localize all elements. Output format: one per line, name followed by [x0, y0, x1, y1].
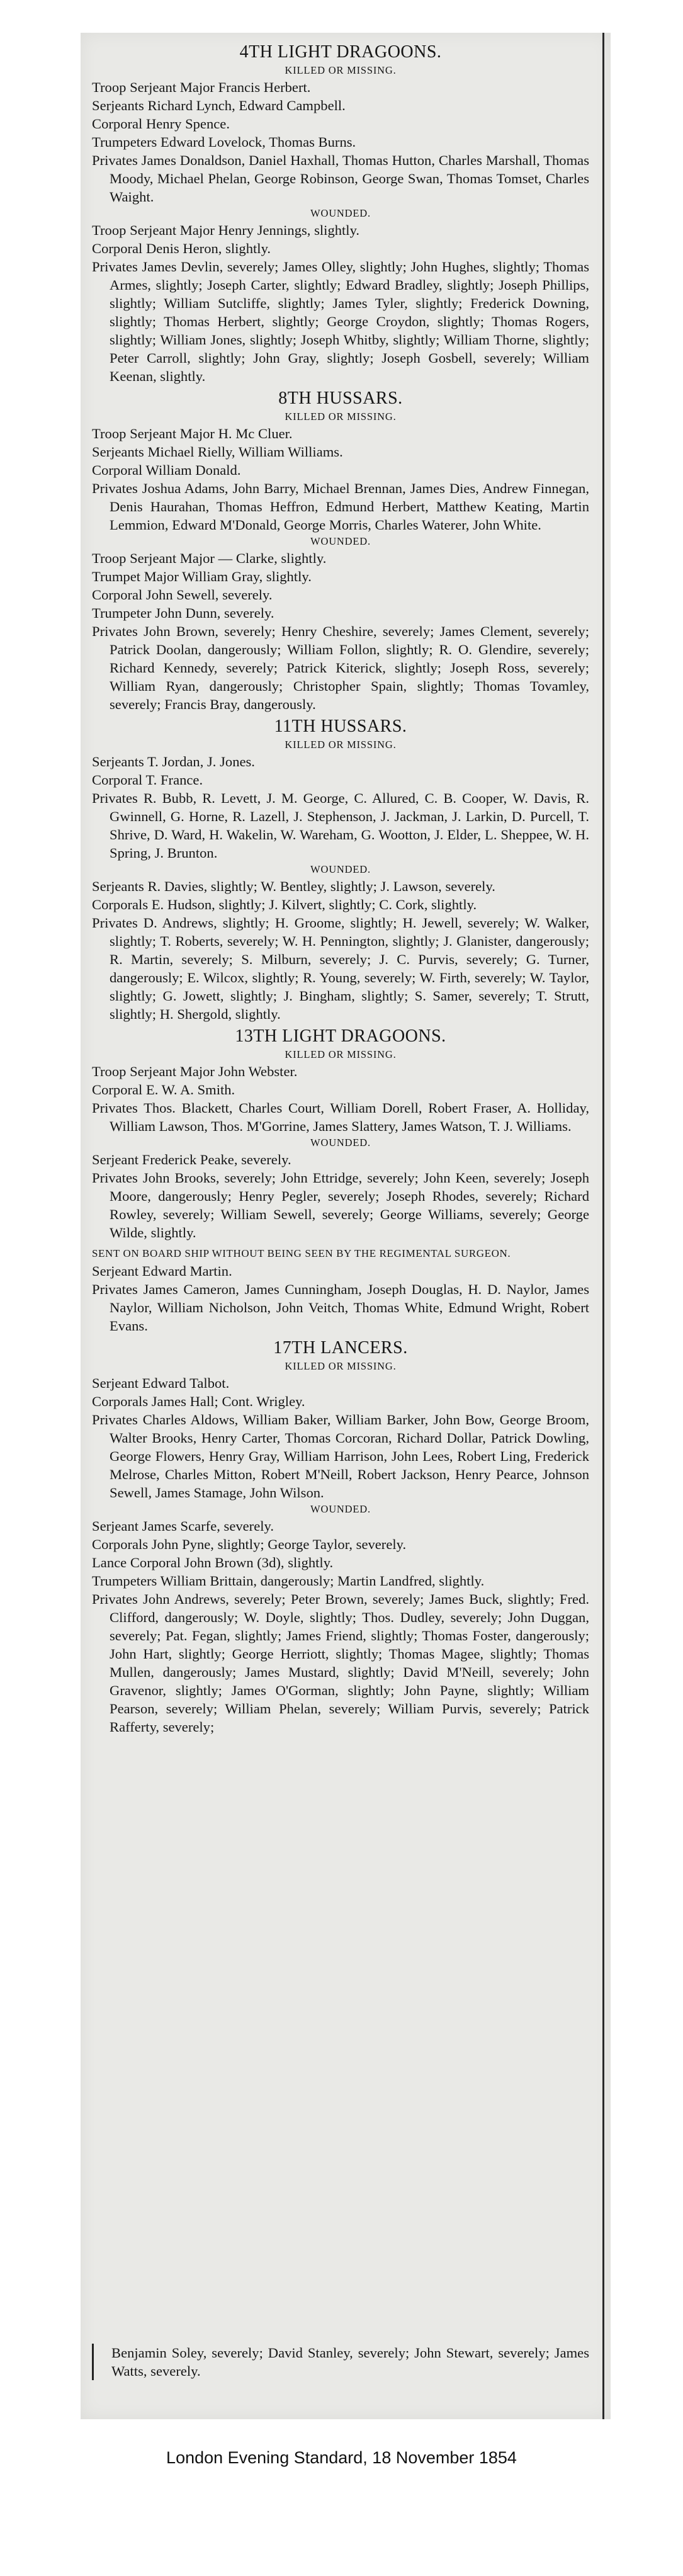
casualty-entry: Troop Serjeant Major Francis Herbert.: [92, 79, 311, 95]
regiment-heading: 17TH LANCERS.: [273, 1338, 408, 1358]
continuation-text: Benjamin Soley, severely; David Stanley, severely; John Stewart, severely; James Watts, severely.: [92, 2344, 589, 2380]
casualty-category-heading: KILLED OR MISSING.: [285, 739, 397, 751]
casualty-entry: Privates James Cameron, James Cunningham, Joseph Douglas, H. D. Naylor, James Naylor, William Nicholson, John Veitch, Thomas White, Edmund Wright, Robert Evans.: [92, 1281, 589, 1334]
casualty-entry: Troop Serjeant Major H. Mc Cluer.: [92, 426, 293, 441]
casualty-category-heading: WOUNDED.: [310, 535, 371, 547]
section-note: SENT ON BOARD SHIP WITHOUT BEING SEEN BY THE REGIMENTAL SURGEON.: [92, 1247, 511, 1259]
casualty-entry: Corporal John Sewell, severely.: [92, 587, 273, 603]
casualty-entry: Corporal T. France.: [92, 772, 203, 788]
casualty-category-heading: WOUNDED.: [310, 863, 371, 875]
casualty-entry: Corporals John Pyne, slightly; George Taylor, severely.: [92, 1536, 407, 1552]
casualty-entry: Serjeant Edward Martin.: [92, 1263, 232, 1279]
casualty-category-heading: KILLED OR MISSING.: [285, 1048, 397, 1060]
casualty-entry: Privates Charles Aldows, William Baker, William Barker, John Bow, George Broom, Walter Brooks, Henry Carter, Thomas Corcoran, Richard Dollar, Patrick Dowling, George Flowers, Henry Gray, William Harrison, John Lees, Robert Ling, Frederick Melrose, Charles Mitton, Robert M'Neill, Robert Jackson, Henry Pearce, Johnson Sewell, James Stamage, John Wilson.: [92, 1412, 589, 1501]
casualty-entry: Serjeant Frederick Peake, severely.: [92, 1152, 291, 1167]
casualty-category-heading: WOUNDED.: [310, 207, 371, 219]
casualty-entry: Serjeants R. Davies, slightly; W. Bentley, slightly; J. Lawson, severely.: [92, 878, 495, 894]
image-caption: London Evening Standard, 18 November 1854: [166, 2448, 517, 2467]
regiment-section: [92, 1337, 589, 1736]
column-rule: [602, 33, 604, 2419]
casualty-entry: Trumpeter John Dunn, severely.: [92, 605, 274, 621]
newspaper-clipping: [81, 33, 611, 2419]
regiment-section: [92, 1026, 589, 1335]
casualty-entry: Serjeant Edward Talbot.: [92, 1375, 230, 1391]
casualty-entry: Privates Joshua Adams, John Barry, Michael Brennan, James Dies, Andrew Finnegan, Denis Haurahan, Thomas Heffron, Edmund Herbert, Matthew Keating, Martin Lemmion, Edward M'Donald, George Morris, Charles Waterer, John White.: [92, 480, 589, 533]
casualty-entry: Trumpeters Edward Lovelock, Thomas Burns.: [92, 134, 356, 150]
casualty-entry: Trumpet Major William Gray, slightly.: [92, 569, 312, 584]
regiment-heading: 4TH LIGHT DRAGOONS.: [239, 42, 442, 62]
regiment-section: [92, 716, 589, 1023]
casualty-entry: Privates John Brooks, severely; John Ettridge, severely; John Keen, severely; Joseph Moore, dangerously; Henry Pegler, severely; Joseph Rhodes, severely; Richard Rowley, severely; William Sewell, severely; George Williams, severely; George Wilde, slightly.: [92, 1170, 589, 1240]
casualty-entry: Serjeants Richard Lynch, Edward Campbell.: [92, 98, 346, 113]
casualty-entry: Trumpeters William Brittain, dangerously; Martin Landfred, slightly.: [92, 1573, 485, 1589]
casualty-entry: Troop Serjeant Major — Clarke, slightly.: [92, 550, 327, 566]
casualty-entry: Corporal William Donald.: [92, 462, 241, 478]
casualty-list-column: [92, 39, 589, 1736]
casualty-entry: Corporals E. Hudson, slightly; J. Kilvert, slightly; C. Cork, slightly.: [92, 897, 477, 912]
casualty-entry: Troop Serjeant Major Henry Jennings, slightly.: [92, 222, 360, 238]
casualty-entry: Privates James Donaldson, Daniel Haxhall, Thomas Hutton, Charles Marshall, Thomas Moody, Michael Phelan, George Robinson, George Swan, Thomas Tomset, Charles Waight.: [92, 152, 589, 205]
casualty-entry: Corporal E. W. A. Smith.: [92, 1082, 235, 1098]
casualty-category-heading: KILLED OR MISSING.: [285, 411, 397, 423]
regiment-section: [92, 388, 589, 713]
casualty-entry: Corporal Denis Heron, slightly.: [92, 241, 271, 256]
casualty-entry: Privates John Andrews, severely; Peter Brown, severely; James Buck, slightly; Fred. Clifford, dangerously; W. Doyle, slightly; Thos. Dudley, severely; John Duggan, severely; Pat. Fegan, slightly; James Friend, slightly; Thomas Foster, dangerously; John Hart, slightly; George Herriott, slightly; Thomas Magee, slightly; Thomas Mullen, dangerously; James Mustard, slightly; David M'Neill, severely; John Gravenor, slightly; James O'Gorman, slightly; John Payne, slightly; William Pearson, severely; William Phelan, severely; William Purvis, severely; Patrick Rafferty, severely;: [92, 1591, 589, 1735]
regiment-heading: 11TH HUSSARS.: [274, 717, 407, 736]
casualty-category-heading: WOUNDED.: [310, 1137, 371, 1149]
casualty-entry: Troop Serjeant Major John Webster.: [92, 1064, 298, 1079]
casualty-entry: Corporals James Hall; Cont. Wrigley.: [92, 1393, 305, 1409]
casualty-entry: Serjeants T. Jordan, J. Jones.: [92, 754, 255, 769]
casualty-entry: Privates James Devlin, severely; James Olley, slightly; John Hughes, slightly; Thomas Armes, slightly; Joseph Carter, slightly; Edward Bradley, slightly; Joseph Phillips, slightly; William Sutcliffe, slightly; James Tyler, slightly; Frederick Downing, slightly; Thomas Herbert, slightly; George Croydon, slightly; Thomas Rogers, slightly; William Jones, slightly; Joseph Whitby, slightly; William Thorne, slightly; Peter Carroll, slightly; John Gray, slightly; Joseph Gosbell, severely; William Keenan, slightly.: [92, 259, 589, 384]
casualty-entry: Serjeant James Scarfe, severely.: [92, 1518, 274, 1534]
regiment-section: [92, 42, 589, 385]
casualty-entry: Serjeants Michael Rielly, William Williams.: [92, 444, 343, 460]
casualty-category-heading: WOUNDED.: [310, 1503, 371, 1515]
casualty-entry: Privates Thos. Blackett, Charles Court, William Dorell, Robert Fraser, A. Holliday, William Lawson, Thos. M'Gorrine, James Slattery, James Watson, T. J. Williams.: [92, 1100, 589, 1134]
regiment-heading: 13TH LIGHT DRAGOONS.: [235, 1026, 446, 1046]
regiment-heading: 8TH HUSSARS.: [278, 389, 403, 408]
casualty-entry: Privates R. Bubb, R. Levett, J. M. George, C. Allured, C. B. Cooper, W. Davis, R. Gwinnell, G. Horne, R. Lazell, J. Stephenson, J. Jackman, J. Larkin, D. Purcell, T. Shrive, D. Ward, H. Wakelin, W. Wareham, G. Wootton, J. Elder, L. Sheppee, W. H. Spring, J. Brunton.: [92, 790, 589, 861]
casualty-entry: Lance Corporal John Brown (3d), slightly.: [92, 1555, 334, 1570]
casualty-category-heading: KILLED OR MISSING.: [285, 1360, 397, 1372]
casualty-entry: Privates John Brown, severely; Henry Cheshire, severely; James Clement, severely; Patrick Doolan, dangerously; William Follon, slightly; R. O. Glendire, severely; Richard Kennedy, severely; Patrick Kiterick, slightly; Joseph Ross, severely; William Ryan, dangerously; Christopher Spain, slightly; Thomas Tovamley, severely; Francis Bray, dangerously.: [92, 623, 589, 712]
casualty-category-heading: KILLED OR MISSING.: [285, 64, 397, 76]
casualty-entry: Privates D. Andrews, slightly; H. Groome, slightly; H. Jewell, severely; W. Walker, slightly; T. Roberts, severely; W. H. Pennington, slightly; J. Glanister, dangerously; R. Martin, severely; S. Milburn, severely; J. C. Purvis, severely; G. Turner, dangerously; E. Wilcox, slightly; R. Young, severely; W. Firth, severely; W. Taylor, slightly; G. Jowett, slightly; J. Bingham, slightly; S. Samer, severely; T. Strutt, slightly; H. Shergold, slightly.: [92, 915, 589, 1022]
casualty-entry: Corporal Henry Spence.: [92, 116, 230, 132]
